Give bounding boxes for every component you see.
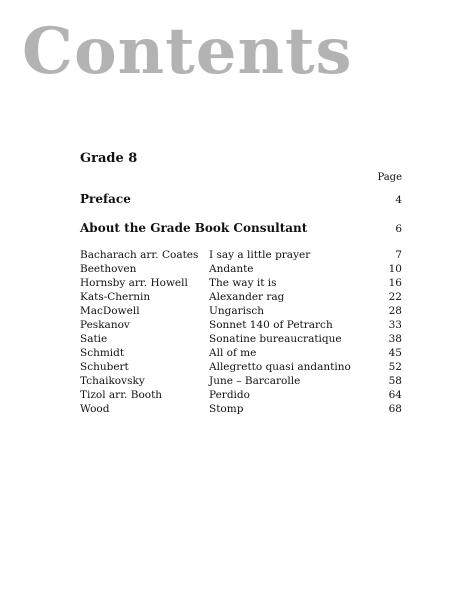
piece-title: Perdido — [209, 389, 250, 401]
piece-row — [80, 332, 402, 346]
piece-row — [80, 248, 402, 262]
piece-row — [80, 360, 402, 374]
piece-page-number: 33 — [388, 319, 402, 331]
piece-title: Stomp — [209, 403, 244, 415]
grade-heading: Grade 8 — [80, 151, 138, 166]
piece-composer: Hornsby arr. Howell — [80, 277, 188, 289]
piece-page-number: 58 — [388, 375, 402, 387]
piece-row — [80, 388, 402, 402]
piece-row — [80, 262, 402, 276]
section-label: About the Grade Book Consultant — [80, 221, 308, 235]
piece-title: Andante — [209, 263, 254, 275]
piece-row — [80, 374, 402, 388]
piece-composer: Tchaikovsky — [80, 375, 145, 387]
piece-composer: Beethoven — [80, 263, 137, 275]
piece-composer: Tizol arr. Booth — [80, 389, 163, 401]
section-label: Preface — [80, 192, 131, 206]
piece-title: I say a little prayer — [209, 249, 311, 261]
piece-page-number: 64 — [388, 389, 402, 401]
piece-title: Sonnet 140 of Petrarch — [209, 319, 333, 331]
piece-composer: MacDowell — [80, 305, 140, 317]
piece-page-number: 38 — [388, 333, 402, 345]
piece-title: June – Barcarolle — [209, 375, 301, 387]
piece-page-number: 68 — [388, 403, 402, 415]
piece-page-number: 7 — [395, 249, 402, 261]
piece-row — [80, 318, 402, 332]
piece-page-number: 22 — [388, 291, 402, 303]
piece-title: Sonatine bureaucratique — [209, 333, 342, 345]
piece-title: Ungarisch — [209, 305, 265, 317]
toc-section-consultant — [80, 220, 402, 236]
page-title: Contents — [22, 14, 353, 89]
piece-row — [80, 276, 402, 290]
piece-row — [80, 290, 402, 304]
piece-list — [80, 248, 402, 416]
piece-page-number: 28 — [388, 305, 402, 317]
toc-section-preface — [80, 191, 402, 207]
piece-page-number: 52 — [388, 361, 402, 373]
piece-title: All of me — [209, 347, 257, 359]
piece-page-number: 10 — [388, 263, 402, 275]
piece-row — [80, 402, 402, 416]
piece-row — [80, 304, 402, 318]
piece-page-number: 45 — [388, 347, 402, 359]
piece-composer: Peskanov — [80, 319, 130, 331]
piece-title: Allegretto quasi andantino — [209, 361, 351, 373]
piece-composer: Schubert — [80, 361, 129, 373]
section-page-number: 4 — [395, 194, 402, 206]
piece-title: Alexander rag — [209, 291, 285, 303]
piece-composer: Bacharach arr. Coates — [80, 249, 199, 261]
piece-composer: Kats-Chernin — [80, 291, 151, 303]
piece-composer: Wood — [80, 403, 110, 415]
page-column-label: Page — [377, 172, 402, 183]
piece-title: The way it is — [209, 277, 277, 289]
piece-composer: Satie — [80, 333, 108, 345]
piece-row — [80, 346, 402, 360]
piece-composer: Schmidt — [80, 347, 125, 359]
table-of-contents — [80, 150, 402, 416]
piece-page-number: 16 — [388, 277, 402, 289]
section-page-number: 6 — [395, 223, 402, 235]
